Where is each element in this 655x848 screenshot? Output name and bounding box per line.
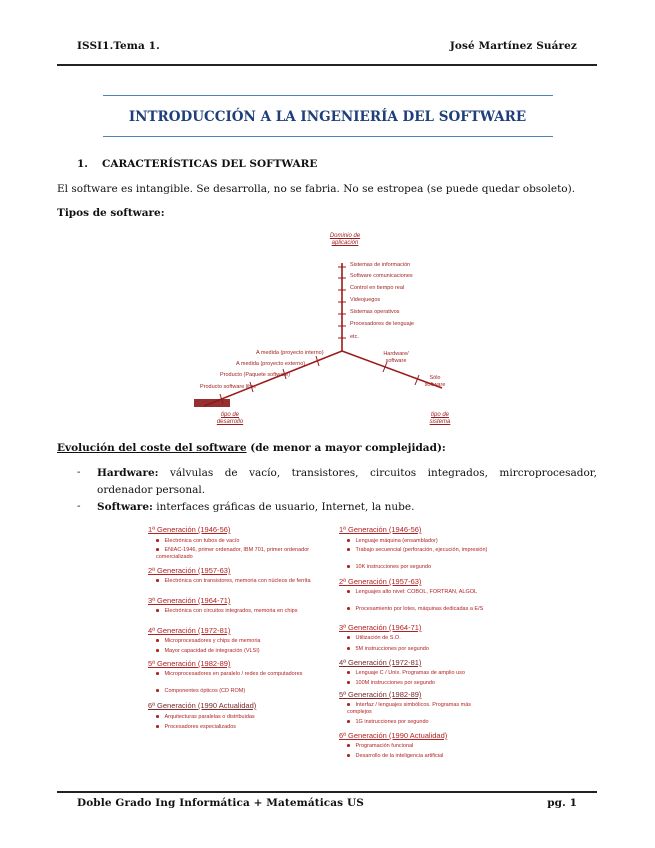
gen-title: 5ª Generación (1982-89) (148, 659, 231, 668)
bullet-dash: - (77, 466, 81, 478)
gen-item: Microprocesadores en paralelo / redes de computadores (156, 671, 316, 678)
gen-item: Electrónica con tubos de vacío (156, 538, 239, 545)
bullet-text: interfaces gráficas de usuario, Internet, la nube. (152, 501, 415, 513)
gen-item: Desarrollo de la inteligencia artificial (347, 753, 443, 760)
gen-item: Programación funcional (347, 743, 413, 750)
section-heading: CARACTERÍSTICAS DEL SOFTWARE (102, 158, 318, 170)
gen-title: 3ª Generación (1964-71) (339, 623, 422, 632)
gen-title: 6ª Generación (1990 Actualidad) (339, 731, 448, 740)
gen-item: Electrónica con transistores, memoria con núcleos de ferrita (156, 578, 316, 585)
gen-item: Lenguajes alto nivel: COBOL, FORTRAN, ALGOL (347, 589, 497, 596)
gen-item: 1G instrucciones por segundo (347, 719, 429, 726)
sys-item: Sólo software (424, 375, 446, 388)
bullet-text: válvulas de vacío, transistores, circuitos integrados, mircroprocesador, ordenador personal. (97, 467, 597, 496)
gen-title: 4ª Generación (1972-81) (148, 626, 231, 635)
gen-title: 3ª Generación (1964-71) (148, 596, 231, 605)
gen-item: Mayor capacidad de integración (VLSI) (156, 648, 260, 655)
title-rule-bottom (103, 136, 553, 137)
page-title: INTRODUCCIÓN A LA INGENIERÍA DEL SOFTWARE (128, 109, 527, 125)
domain-item: Sistemas de información (350, 262, 411, 268)
gen-item: 10K instrucciones por segundo (347, 564, 431, 571)
diagram-axes (190, 228, 470, 433)
gen-title: 6ª Generación (1990 Actualidad) (148, 701, 257, 710)
gen-item: Trabajo secuencial (perforación, ejecución, impresión) (347, 547, 497, 554)
gen-title: 2ª Generación (1957-63) (148, 566, 231, 575)
bullet-dash: - (77, 500, 81, 512)
domain-item: Software comunicaciones (350, 273, 413, 279)
domain-item: Control en tiempo real (350, 285, 405, 291)
gen-title: 5ª Generación (1982-89) (339, 690, 422, 699)
gen-item: 100M instrucciones por segundo (347, 680, 435, 687)
header-right: José Martínez Suárez (449, 40, 577, 52)
types-label: Tipos de software: (57, 207, 165, 219)
gen-item: Procesamiento por lotes, máquinas dedicadas a E/S (347, 606, 497, 613)
axis-domain-label: Dominio de aplicación (329, 233, 361, 246)
gen-item: Arquitecturas paralelas o distribuidas (156, 714, 255, 721)
gen-item: Lenguaje C / Unix. Programas de amplio uso (347, 670, 465, 677)
gen-item: Componentes ópticos (CD ROM) (156, 688, 245, 695)
gen-item: Electrónica con circuitos integrados, memoria en chips (156, 608, 316, 615)
footer-page-number: pg. 1 (547, 797, 577, 809)
section-number: 1. (77, 158, 88, 170)
gen-item: ENIAC-1946, primer ordenador, IBM 701, primer ordenador comercializado (156, 547, 310, 560)
gen-item: Utilización de S.O. (347, 635, 401, 642)
gen-item: 5M instrucciones por segundo (347, 646, 429, 653)
software-types-diagram (190, 228, 470, 433)
gen-item: Procesadores especializados (156, 724, 236, 731)
domain-item: Sistemas operativos (350, 309, 400, 315)
axis-dev-label: tipo de desarrollo (216, 412, 244, 425)
dev-item: Producto (Paquete software) (220, 372, 291, 378)
axis-sys-label: tipo de sistema (429, 412, 451, 425)
gen-item: Microprocesadores y chips de memoria (156, 638, 260, 645)
gen-title: 2ª Generación (1957-63) (339, 577, 422, 586)
intro-paragraph: El software es intangible. Se desarrolla, no se fabria. No se estropea (se puede quedar obsoleto). (57, 183, 576, 195)
evolution-suffix: (de menor a mayor complejidad): (246, 442, 446, 454)
header-rule (57, 64, 597, 66)
bullet-software (97, 499, 597, 516)
footer-rule (57, 791, 597, 793)
hardware-generations (148, 525, 333, 765)
domain-item: etc. (350, 334, 359, 340)
bullet-label: Software: (97, 501, 153, 513)
header-left: ISSI1.Tema 1. (77, 40, 160, 52)
title-rule-top (103, 95, 553, 96)
bullet-hardware (97, 465, 597, 499)
gen-item: Interfaz / lenguajes simbólicos. Programas más complejos (347, 702, 472, 715)
sys-item: Hardware/ software (383, 351, 409, 364)
dev-item: Producto software libre (200, 384, 257, 390)
gen-item: Lenguaje máquina (ensamblador) (347, 538, 438, 545)
evolution-title: Evolución del coste del software (57, 442, 247, 454)
dev-item: A medida (proyecto externo) (236, 361, 306, 367)
evolution-heading (57, 442, 446, 454)
dev-item: A medida (proyecto interno) (256, 350, 324, 356)
software-generations (339, 525, 509, 765)
domain-item: Videojuegos (350, 297, 381, 303)
gen-title: 4ª Generación (1972-81) (339, 658, 422, 667)
bullet-label: Hardware: (97, 467, 159, 479)
domain-item: Procesadores de lenguaje (350, 321, 414, 327)
gen-title: 1ª Generación (1946-56) (148, 525, 231, 534)
gen-title: 1ª Generación (1946-56) (339, 525, 422, 534)
footer-left: Doble Grado Ing Informática + Matemáticas US (77, 797, 364, 809)
